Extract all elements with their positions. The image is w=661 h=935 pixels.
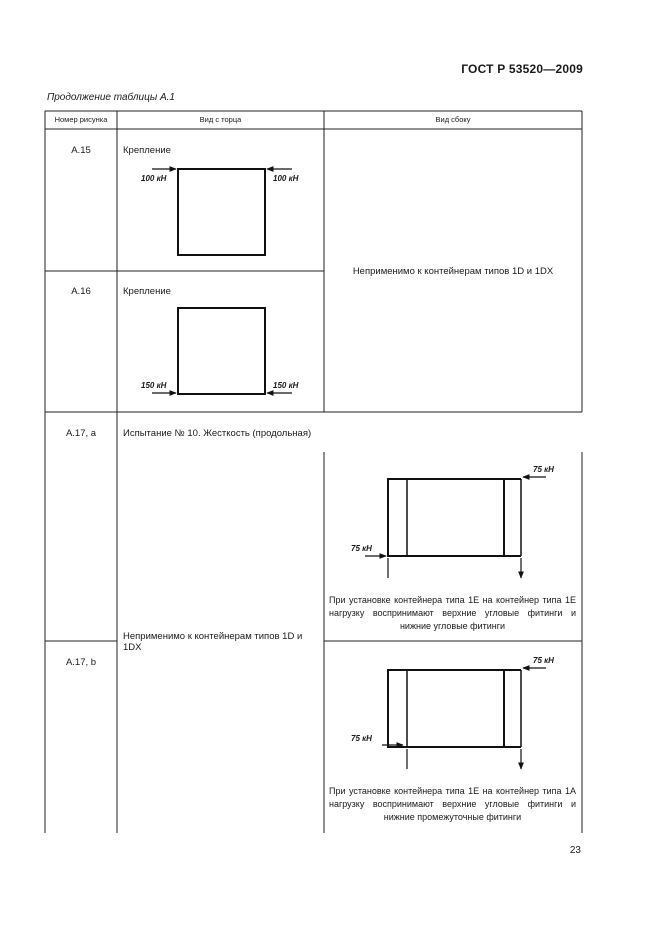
a17b-force-top: 75 кН — [533, 656, 554, 665]
a15-force-left: 100 кН — [141, 174, 167, 183]
figure-number-a17b: А.17, b — [65, 657, 97, 668]
side-view-not-applicable: Неприменимо к контейнерам типов 1D и 1DX — [352, 266, 554, 277]
figure-number-a15: А.15 — [71, 145, 91, 156]
figure-a15-drawing — [152, 169, 292, 255]
a17a-force-bottom: 75 кН — [351, 544, 372, 553]
a17a-note: При установке контейнера типа 1E на контейнер типа 1E нагрузку воспринимают верхние угловые фитинги и нижние угловые фитинги — [329, 595, 576, 631]
a17-test-title: Испытание № 10. Жесткость (продольная) — [123, 428, 312, 439]
a16-force-left: 150 кН — [141, 381, 167, 390]
page-number: 23 — [569, 845, 581, 856]
figure-a17a-drawing — [365, 477, 546, 578]
a15-title: Крепление — [123, 145, 171, 156]
column-header-side-view: Вид сбоку — [435, 115, 471, 124]
a16-title: Крепление — [123, 286, 171, 297]
a17a-force-top: 75 кН — [533, 465, 554, 474]
column-header-figure-number: Номер рисунка — [54, 115, 108, 124]
a16-force-right: 150 кН — [273, 381, 299, 390]
figure-number-a17a: А.17, а — [65, 428, 97, 439]
a17b-force-bottom: 75 кН — [351, 734, 372, 743]
column-header-end-view: Вид с торца — [199, 115, 242, 124]
a17b-note: При установке контейнера типа 1E на контейнер типа 1A нагрузку воспринимают верхние угловые фитинги и нижние промежуточные фитинги — [329, 786, 576, 822]
figure-number-a16: А.16 — [71, 286, 91, 297]
table-caption: Продолжение таблицы А.1 — [47, 92, 175, 103]
figure-a16-drawing — [152, 308, 292, 394]
a15-force-right: 100 кН — [273, 174, 299, 183]
end-view-not-applicable: Неприменимо к контейнерам типов 1D и 1DX — [123, 631, 303, 653]
figure-a17b-drawing — [382, 668, 546, 769]
standard-number: ГОСТ Р 53520—2009 — [461, 62, 583, 76]
